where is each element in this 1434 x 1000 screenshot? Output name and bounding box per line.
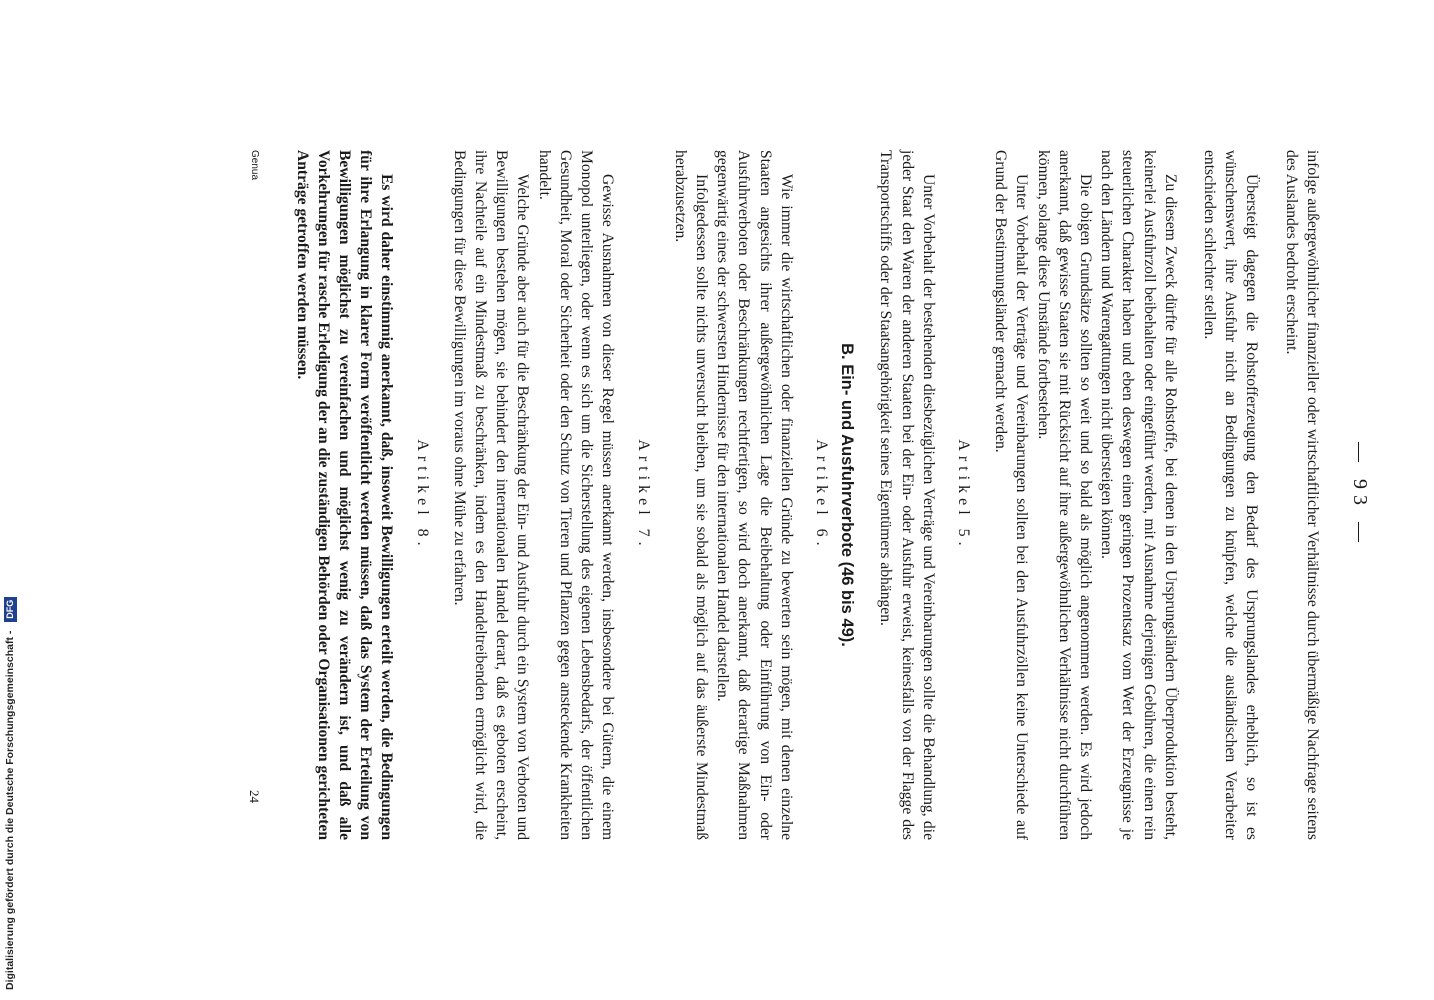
article-7-paragraph-1: Gewisse Ausnahmen von dieser Regel müssen anerkannt werden, insbesondere bei Gütern, die einem Monopol unterliegen, oder wenn es sich um die Sicherstellung des eigenen Lebensbedarfs, der öffentlichen Gesundheit, Moral oder Sicherheit oder den Schutz von Tieren und Pflanzen gegen ansteckende Krankheiten handelt. — [535, 150, 617, 840]
article-5-text: Unter Vorbehalt der bestehenden diesbezüglichen Verträge und Vereinbarungen sollte die Behandlung, die jeder Staat den Waren der anderen Staaten bei der Ein- oder Ausfuhr erweist, keinesfalls von der Flagge des Transportschiffs oder der Staatsangehörigkeit seines Eigentümers abhängen. — [877, 150, 937, 840]
intro-paragraph-3: Zu diesem Zweck dürfte für alle Rohstoffe, bei denen in den Ursprungsländern Überproduktion besteht, keinerlei Ausfuhrzoll beibehalten oder eingeführt werden, mit Ausnahme derjenigen Gebühren, die einen rein steuerlichen Charakter haben und eben deswegen einen geringen Prozentsatz vom Wert der Erzeugnisse je nach den Ländern und Warengattungen nicht übersteigen können. — [1098, 150, 1179, 840]
article-6-paragraph-1: Wie immer die wirtschaftlichen oder finanziellen Gründe zu bewerten sein mögen, mit denen einzelne Staaten angesichts ihrer außergewöhnlichen Lage die Beibehaltung oder Einführung von Ein- oder Ausfuhrverboten oder Beschränkungen rechtfertigen, so wird doch anerkannt, daß derartige Maßnahmen gegenwärtig eines der schwersten Hindernisse für den internationalen Handel darstellen. — [714, 150, 795, 840]
footer-sheet-number: 24 — [247, 790, 263, 803]
article-6-heading: Artikel 6. — [812, 439, 830, 551]
section-b-heading: B. Ein- und Ausfuhrverbote (46 bis 49). — [838, 343, 857, 647]
intro-paragraph-1: infolge außergewöhnlicher finanzieller oder wirtschaftlicher Verhältnisse durch übermäßige Nachfrage seitens des Auslandes bedroht erscheint. — [1282, 150, 1321, 840]
page-footer — [237, 150, 265, 840]
article-7-heading: Artikel 7. — [634, 439, 652, 551]
article-5-heading: Artikel 5. — [954, 439, 972, 551]
intro-paragraph-2: Übersteigt dagegen die Rohstofferzeugung den Bedarf des Ursprungslandes erheblich, so ist es wünschenswert, ihre Ausfuhr nicht an Bedingungen zu knüpfen, welche die ausländischen Verarbeiter entschieden schlechter stellen. — [1200, 150, 1261, 840]
page-number: — 93 — — [1349, 442, 1371, 548]
intro-paragraph-4: Die obigen Grundsätze sollten so weit und so bald als möglich angenommen werden. Es wird jedoch anerkannt, daß gewisse Staaten sie mit Rücksicht auf ihre außergewöhnlichen Verhältnisse nicht durchführen können, solange diese Umstände fortbestehen. — [1034, 150, 1094, 840]
article-7-paragraph-2: Welche Gründe aber auch für die Beschränkung der Ein- und Ausfuhr durch ein System von Verboten und Bewilligungen bestehen mögen, sie behindert den internationalen Handel derart, daß es geboten erscheint, ihre Nachteile auf ein Mindestmaß zu beschränken, indem es den Handeltreibenden ermöglicht wird, die Bedingungen für diese Bewilligungen im voraus ohne Mühe zu erfahren. — [450, 150, 532, 840]
article-8-heading: Artikel 8. — [413, 439, 431, 551]
article-6-paragraph-2: Infolgedessen sollte nichts unversucht bleiben, um sie sobald als möglich auf das äußerste Mindestmaß herabzusetzen. — [671, 150, 710, 840]
intro-paragraph-5: Unter Vorbehalt der Verträge und Vereinbarungen sollten bei den Ausfuhrzöllen keine Unterschiede auf Grund der Bestimmungsländer gemacht werden. — [992, 150, 1031, 840]
rotated-page-content — [70, 150, 1370, 840]
footer-signature: Genua — [249, 150, 261, 181]
article-8-paragraph-1: Es wird daher einstimmig anerkannt, daß, insoweit Bewilligungen erteilt werden, die Bedingungen für ihre Erlangung in klarer Form veröffentlicht werden müssen, daß das System der Erteilung von Bewilligungen möglichst zu vereinfachen und möglichst wenig zu verändern ist, und daß alle Vorkehrungen für rasche Erledigung der an die zuständigen Behörden oder Organisationen gerichteten Anträge getroffen werden müssen. — [293, 150, 396, 840]
dfg-logo-icon: DFG — [4, 597, 17, 622]
digitization-credit-text: Digitalisierung gefördert durch die Deutsche Forschungsgemeinschaft - — [4, 630, 16, 990]
digitization-credit — [2, 0, 18, 1000]
